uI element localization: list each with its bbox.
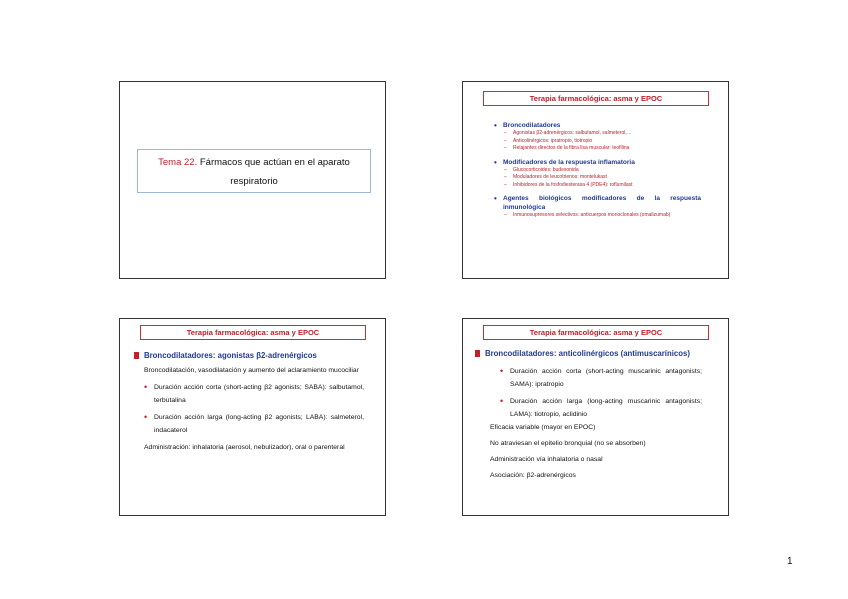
red-bullet-item: • Duración acción corta (short-acting muscarinic antagonists; SAMA): ipratropio (500, 365, 702, 391)
slide-2-content (491, 118, 701, 220)
sub-item: – Inmunosupresores selectivos: anticuerpos monoclonales (omalizumab) (491, 212, 701, 220)
bullet-broncodilatadores: • Broncodilatadores (491, 121, 701, 130)
sub-item: – Agonistas β2-adrenérgicos: salbutamol, salmeterol,… (491, 130, 701, 138)
red-bullet-item: • Duración acción larga (long-acting muscarinic antagonists; LAMA): tiotropio, aclidinio (500, 395, 702, 421)
slide-2-header: Terapia farmacológica: asma y EPOC (483, 91, 709, 106)
title-rest: Fármacos que actúan en el aparato (197, 157, 350, 168)
main-bullet-text: Broncodilatadores: agonistas β2-adrenérgicos (144, 351, 317, 360)
slide-3-header: Terapia farmacológica: asma y EPOC (140, 325, 366, 340)
title-prefix: Tema 22. (158, 157, 198, 168)
paragraph: Administración: inhalatoria (aerosol, nebulizador), oral o parenteral (144, 444, 345, 451)
slide-2 (462, 81, 729, 279)
slide-1 (119, 81, 386, 279)
red-bullet-item: • Duración acción larga (long-acting β2 agonists; LABA): salmeterol, indacaterol (144, 411, 364, 437)
page-number: 1 (787, 556, 793, 567)
slide-4-main-bullet (475, 349, 690, 358)
bullet-modificadores: • Modificadores de la respuesta inflamatoria (491, 158, 701, 167)
slide-3-body (144, 364, 364, 454)
title-line2: respiratorio (230, 176, 278, 187)
paragraph: Asociación: β2-adrenérgicos (490, 472, 576, 479)
bullet-agentes-biologicos: • Agentes biológicos modificadores de la respuesta inmunológica (491, 194, 701, 212)
slide-4-body (490, 365, 702, 482)
slide-3-main-bullet (134, 351, 317, 360)
slide-1-title (137, 149, 371, 193)
slide-4-header: Terapia farmacológica: asma y EPOC (483, 325, 709, 340)
square-bullet-icon (475, 350, 480, 357)
sub-item: – Glucocorticoides: budesonida (491, 167, 701, 175)
main-bullet-text: Broncodilatadores: anticolinérgicos (antimuscarínicos) (485, 349, 690, 358)
paragraph: Administración vía inhalatoria o nasal (490, 456, 603, 463)
slide-4 (462, 318, 729, 516)
sub-item: – Anticolinérgicos: ipratropio, tiotropio (491, 138, 701, 146)
paragraph: No atraviesan el epitelio bronquial (no se absorben) (490, 440, 646, 447)
paragraph: Broncodilatación, vasodilatación y aumento del aclaramiento mucociliar (144, 367, 359, 374)
square-bullet-icon (134, 352, 139, 359)
red-bullet-item: • Duración acción corta (short-acting β2 agonists; SABA): salbutamol, terbutalina (144, 381, 364, 407)
sub-item: – Inhibidores de la fosfodiesterasa 4 (PDE4): roflumilast (491, 182, 701, 190)
slide-3 (119, 318, 386, 516)
sub-item: – Moduladores de leucotrienos: montelukast (491, 174, 701, 182)
paragraph: Eficacia variable (mayor en EPOC) (490, 424, 596, 431)
sub-item: – Relajantes directos de la fibra lisa muscular: teofilina (491, 145, 701, 153)
